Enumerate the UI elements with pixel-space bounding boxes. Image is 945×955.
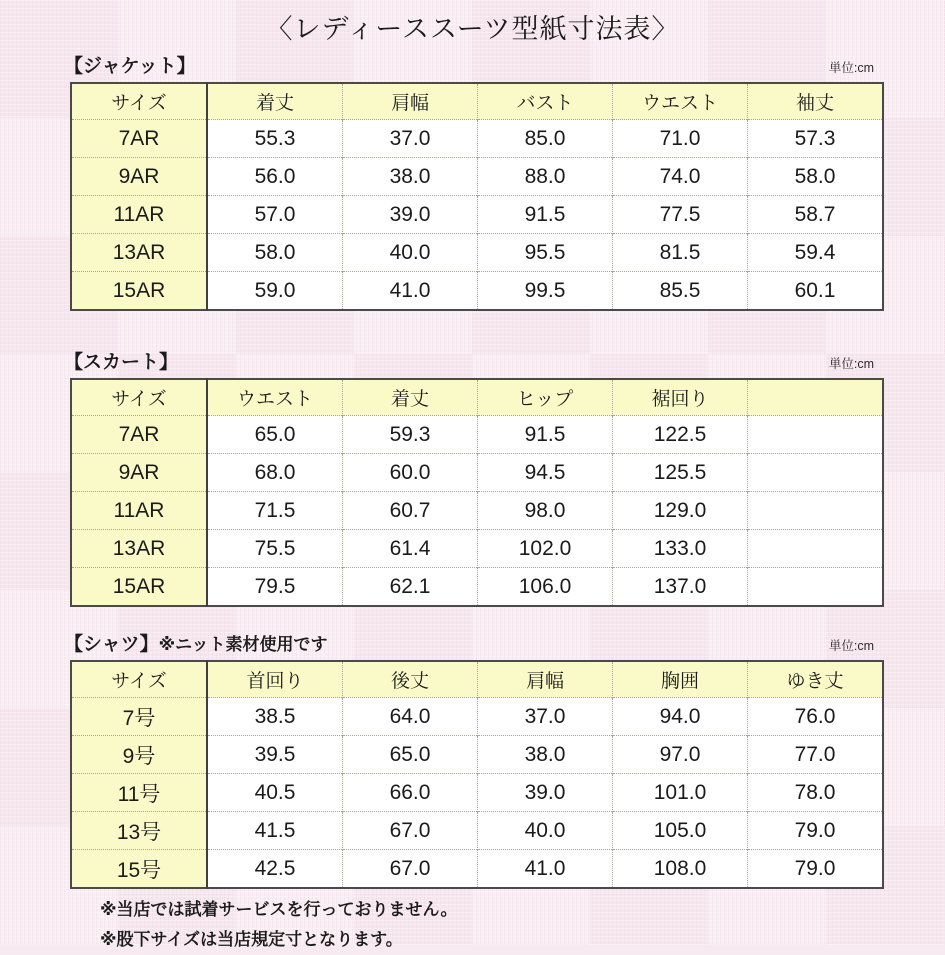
value-cell: 68.0 bbox=[207, 454, 343, 492]
column-header: 袖丈 bbox=[748, 83, 884, 120]
column-header: 裾回り bbox=[613, 379, 748, 416]
value-cell: 85.5 bbox=[613, 272, 748, 311]
column-header bbox=[748, 379, 884, 416]
value-cell bbox=[748, 454, 884, 492]
footnote: ※股下サイズは当店規定寸となります。 bbox=[100, 930, 403, 949]
value-cell: 91.5 bbox=[478, 196, 613, 234]
value-cell: 122.5 bbox=[613, 416, 748, 454]
table-row bbox=[71, 812, 883, 850]
header-row bbox=[71, 83, 883, 120]
value-cell: 60.0 bbox=[343, 454, 478, 492]
value-cell: 60.1 bbox=[748, 272, 884, 311]
table-row bbox=[71, 774, 883, 812]
table-row bbox=[71, 120, 883, 158]
value-cell: 42.5 bbox=[207, 850, 343, 889]
footnotes bbox=[100, 895, 945, 955]
value-cell: 41.5 bbox=[207, 812, 343, 850]
value-cell: 133.0 bbox=[613, 530, 748, 568]
table-row bbox=[71, 530, 883, 568]
table-row bbox=[71, 698, 883, 736]
value-cell: 59.4 bbox=[748, 234, 884, 272]
table-row bbox=[71, 196, 883, 234]
value-cell: 56.0 bbox=[207, 158, 343, 196]
value-cell: 40.0 bbox=[478, 812, 613, 850]
column-header: ウエスト bbox=[613, 83, 748, 120]
value-cell: 67.0 bbox=[343, 812, 478, 850]
header-row bbox=[71, 661, 883, 698]
value-cell: 66.0 bbox=[343, 774, 478, 812]
page-title: 〈レディーススーツ型紙寸法表〉 bbox=[265, 14, 680, 44]
value-cell: 94.5 bbox=[478, 454, 613, 492]
value-cell: 59.0 bbox=[207, 272, 343, 311]
size-cell: 9AR bbox=[71, 454, 207, 492]
table-row bbox=[71, 736, 883, 774]
value-cell: 58.0 bbox=[207, 234, 343, 272]
value-cell: 129.0 bbox=[613, 492, 748, 530]
value-cell: 40.0 bbox=[343, 234, 478, 272]
value-cell: 101.0 bbox=[613, 774, 748, 812]
value-cell bbox=[748, 416, 884, 454]
value-cell: 57.3 bbox=[748, 120, 884, 158]
value-cell: 91.5 bbox=[478, 416, 613, 454]
section-jacket bbox=[0, 55, 945, 311]
column-header: ゆき丈 bbox=[748, 661, 884, 698]
column-header: バスト bbox=[478, 83, 613, 120]
value-cell: 71.0 bbox=[613, 120, 748, 158]
value-cell: 60.7 bbox=[343, 492, 478, 530]
column-header: 肩幅 bbox=[478, 661, 613, 698]
jacket-table bbox=[70, 82, 884, 311]
table-row bbox=[71, 492, 883, 530]
value-cell: 94.0 bbox=[613, 698, 748, 736]
column-header: サイズ bbox=[71, 83, 207, 120]
value-cell: 81.5 bbox=[613, 234, 748, 272]
value-cell: 74.0 bbox=[613, 158, 748, 196]
size-cell: 13AR bbox=[71, 234, 207, 272]
table-row bbox=[71, 850, 883, 889]
value-cell bbox=[748, 568, 884, 607]
value-cell: 108.0 bbox=[613, 850, 748, 889]
value-cell: 62.1 bbox=[343, 568, 478, 607]
table-row bbox=[71, 272, 883, 311]
value-cell: 98.0 bbox=[478, 492, 613, 530]
value-cell: 99.5 bbox=[478, 272, 613, 311]
value-cell: 38.0 bbox=[478, 736, 613, 774]
column-header: サイズ bbox=[71, 661, 207, 698]
section-head-shirt bbox=[64, 633, 874, 657]
column-header: 着丈 bbox=[207, 83, 343, 120]
table-row bbox=[71, 158, 883, 196]
value-cell: 75.5 bbox=[207, 530, 343, 568]
value-cell bbox=[748, 530, 884, 568]
size-cell: 9号 bbox=[71, 736, 207, 774]
value-cell: 79.5 bbox=[207, 568, 343, 607]
value-cell: 95.5 bbox=[478, 234, 613, 272]
column-header: 肩幅 bbox=[343, 83, 478, 120]
column-header: サイズ bbox=[71, 379, 207, 416]
size-cell: 15AR bbox=[71, 272, 207, 311]
size-cell: 15AR bbox=[71, 568, 207, 607]
value-cell: 65.0 bbox=[207, 416, 343, 454]
value-cell: 105.0 bbox=[613, 812, 748, 850]
value-cell: 38.5 bbox=[207, 698, 343, 736]
table-row bbox=[71, 454, 883, 492]
size-cell: 15号 bbox=[71, 850, 207, 889]
section-note: ※ニット素材使用です bbox=[158, 635, 328, 654]
value-cell: 78.0 bbox=[748, 774, 884, 812]
section-head-jacket bbox=[64, 55, 874, 79]
column-header: 後丈 bbox=[343, 661, 478, 698]
section-shirt bbox=[0, 633, 945, 889]
value-cell bbox=[748, 492, 884, 530]
size-cell: 13AR bbox=[71, 530, 207, 568]
value-cell: 58.0 bbox=[748, 158, 884, 196]
value-cell: 71.5 bbox=[207, 492, 343, 530]
value-cell: 102.0 bbox=[478, 530, 613, 568]
value-cell: 38.0 bbox=[343, 158, 478, 196]
value-cell: 41.0 bbox=[478, 850, 613, 889]
size-cell: 11号 bbox=[71, 774, 207, 812]
value-cell: 39.0 bbox=[478, 774, 613, 812]
footnote: ※当店では試着サービスを行っておりません。 bbox=[100, 900, 458, 919]
value-cell: 67.0 bbox=[343, 850, 478, 889]
value-cell: 125.5 bbox=[613, 454, 748, 492]
value-cell: 65.0 bbox=[343, 736, 478, 774]
section-label: 【スカート】 bbox=[64, 352, 179, 373]
value-cell: 61.4 bbox=[343, 530, 478, 568]
section-label: 【シャツ】 bbox=[64, 634, 159, 655]
unit-label: 単位:cm bbox=[828, 357, 874, 371]
size-cell: 7AR bbox=[71, 416, 207, 454]
section-head-skirt bbox=[64, 351, 874, 375]
value-cell: 37.0 bbox=[343, 120, 478, 158]
unit-label: 単位:cm bbox=[828, 61, 874, 75]
skirt-table bbox=[70, 378, 884, 607]
section-skirt bbox=[0, 351, 945, 607]
value-cell: 106.0 bbox=[478, 568, 613, 607]
value-cell: 77.5 bbox=[613, 196, 748, 234]
column-header: 胸囲 bbox=[613, 661, 748, 698]
column-header: ヒップ bbox=[478, 379, 613, 416]
column-header: 首回り bbox=[207, 661, 343, 698]
size-cell: 7AR bbox=[71, 120, 207, 158]
value-cell: 39.0 bbox=[343, 196, 478, 234]
column-header: ウエスト bbox=[207, 379, 343, 416]
shirt-table bbox=[70, 660, 884, 889]
value-cell: 64.0 bbox=[343, 698, 478, 736]
value-cell: 39.5 bbox=[207, 736, 343, 774]
value-cell: 77.0 bbox=[748, 736, 884, 774]
size-cell: 9AR bbox=[71, 158, 207, 196]
value-cell: 59.3 bbox=[343, 416, 478, 454]
value-cell: 97.0 bbox=[613, 736, 748, 774]
value-cell: 41.0 bbox=[343, 272, 478, 311]
table-row bbox=[71, 416, 883, 454]
value-cell: 57.0 bbox=[207, 196, 343, 234]
value-cell: 85.0 bbox=[478, 120, 613, 158]
table-row bbox=[71, 234, 883, 272]
section-label: 【ジャケット】 bbox=[64, 56, 196, 77]
unit-label: 単位:cm bbox=[828, 639, 874, 653]
value-cell: 37.0 bbox=[478, 698, 613, 736]
size-cell: 7号 bbox=[71, 698, 207, 736]
size-cell: 13号 bbox=[71, 812, 207, 850]
header-row bbox=[71, 379, 883, 416]
value-cell: 79.0 bbox=[748, 812, 884, 850]
value-cell: 76.0 bbox=[748, 698, 884, 736]
size-cell: 11AR bbox=[71, 196, 207, 234]
table-row bbox=[71, 568, 883, 607]
value-cell: 137.0 bbox=[613, 568, 748, 607]
value-cell: 40.5 bbox=[207, 774, 343, 812]
value-cell: 58.7 bbox=[748, 196, 884, 234]
value-cell: 55.3 bbox=[207, 120, 343, 158]
column-header: 着丈 bbox=[343, 379, 478, 416]
value-cell: 88.0 bbox=[478, 158, 613, 196]
value-cell: 79.0 bbox=[748, 850, 884, 889]
size-cell: 11AR bbox=[71, 492, 207, 530]
